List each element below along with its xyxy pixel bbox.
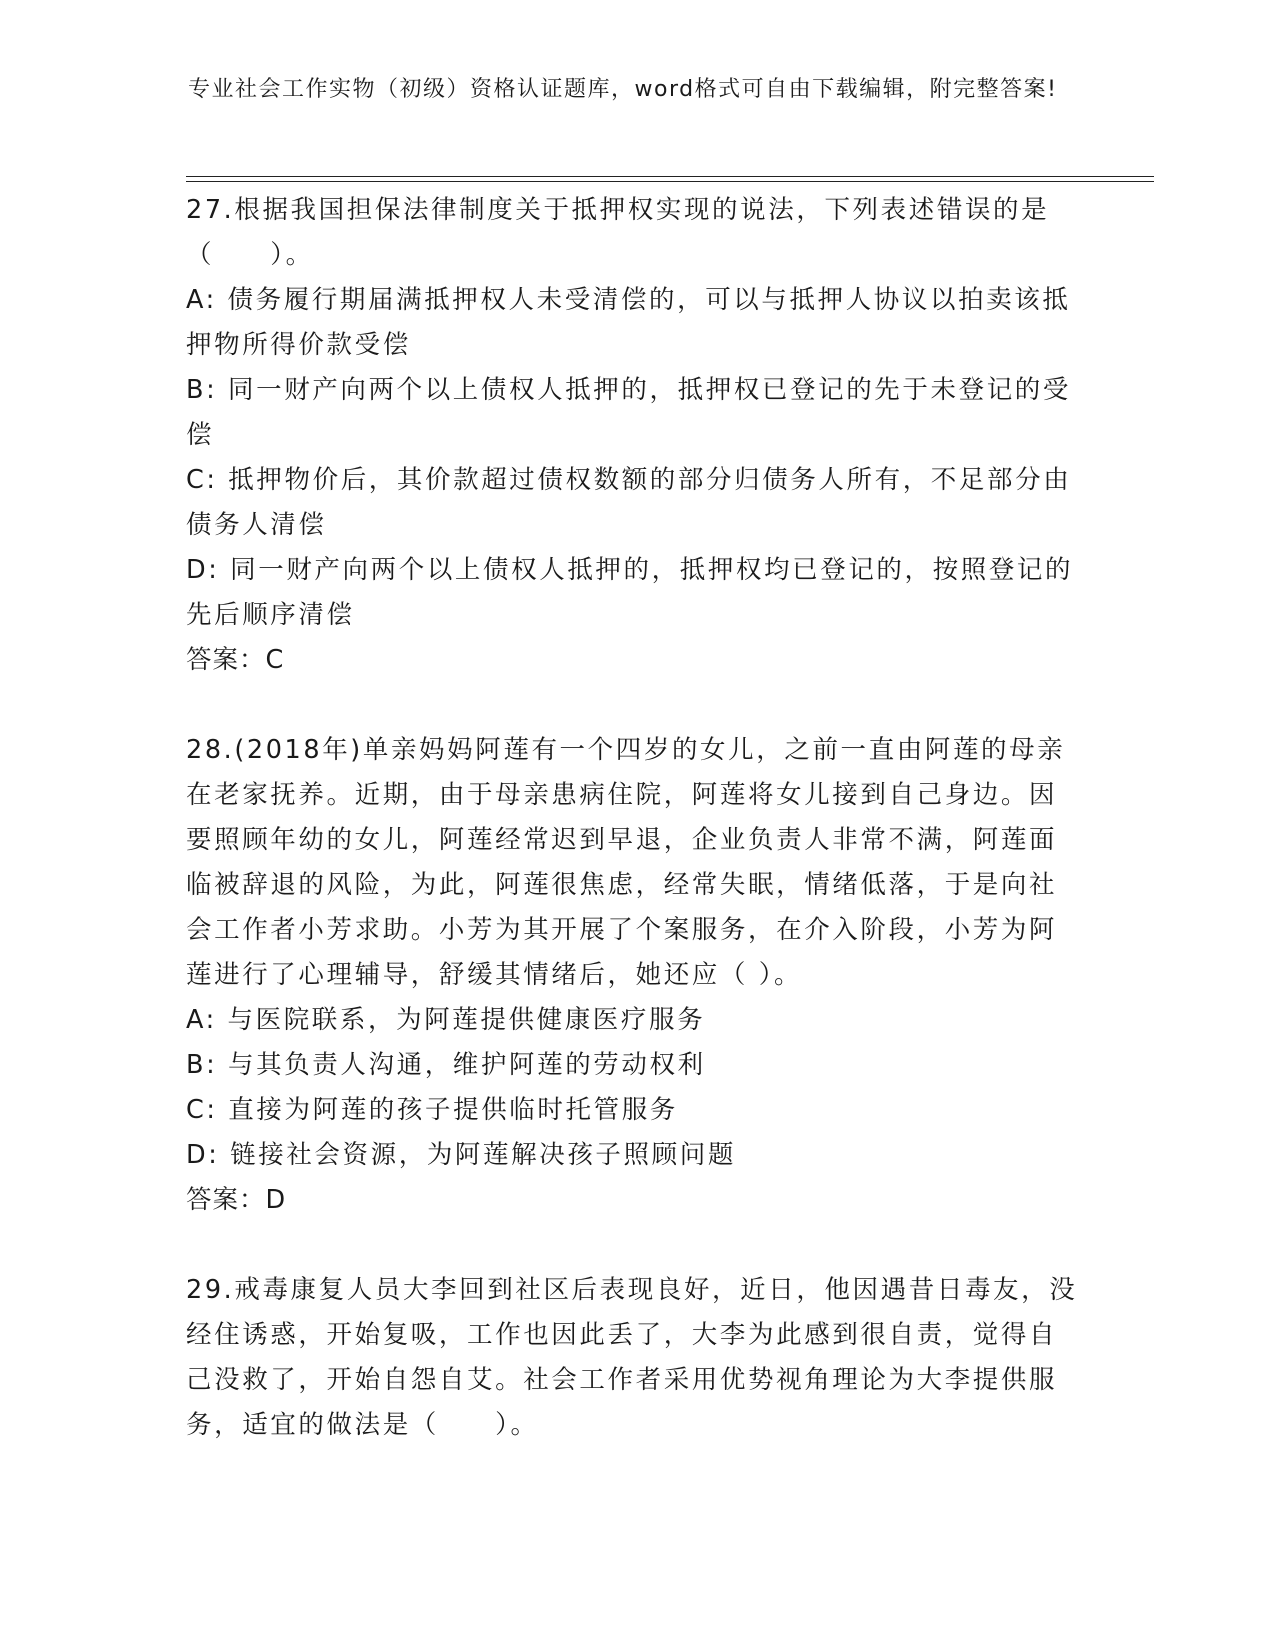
question-list (186, 188, 1081, 1448)
option-d: D: 链接社会资源，为阿莲解决孩子照顾问题 (186, 1140, 736, 1170)
header-divider-top (186, 176, 1154, 177)
option-b: B: 同一财产向两个以上债权人抵押的，抵押权已登记的先于未登记的受偿 (186, 375, 1071, 450)
question-28 (186, 728, 1081, 1223)
question-29 (186, 1268, 1081, 1448)
option-d: D: 同一财产向两个以上债权人抵押的，抵押权均已登记的，按照登记的先后顺序清偿 (186, 555, 1074, 630)
header-divider-bottom (186, 181, 1154, 182)
question-stem: 27.根据我国担保法律制度关于抵押权实现的说法，下列表述错误的是（ ）。 (186, 195, 1050, 270)
page-header: 专业社会工作实物（初级）资格认证题库，word格式可自由下载编辑，附完整答案! (188, 77, 1058, 102)
option-b: B: 与其负责人沟通，维护阿莲的劳动权利 (186, 1050, 706, 1080)
question-stem: 28.(2018年)单亲妈妈阿莲有一个四岁的女儿，之前一直由阿莲的母亲在老家抚养。近期，由于母亲患病住院，阿莲将女儿接到自己身边。因要照顾年幼的女儿，阿莲经常迟到早退，企业负责人非常不满，阿莲面临被辞退的风险，为此，阿莲很焦虑，经常失眠，情绪低落，于是向社会工作者小芳求助。小芳为其开展了个案服务，在介入阶段，小芳为阿莲进行了心理辅导，舒缓其情绪后，她还应（ ）。 (186, 735, 1066, 990)
option-a: A: 与医院联系，为阿莲提供健康医疗服务 (186, 1005, 706, 1035)
question-stem: 29.戒毒康复人员大李回到社区后表现良好，近日，他因遇昔日毒友，没经住诱惑，开始复吸，工作也因此丢了，大李为此感到很自责，觉得自己没救了，开始自怨自艾。社会工作者采用优势视角理论为大李提供服务，适宜的做法是（ ）。 (186, 1275, 1078, 1440)
answer: 答案：C (186, 645, 285, 675)
answer: 答案：D (186, 1185, 287, 1215)
option-c: C: 抵押物价后，其价款超过债权数额的部分归债务人所有，不足部分由债务人清偿 (186, 465, 1072, 540)
question-spacer (186, 683, 1081, 728)
option-c: C: 直接为阿莲的孩子提供临时托管服务 (186, 1095, 678, 1125)
question-spacer (186, 1223, 1081, 1268)
question-27 (186, 188, 1081, 683)
option-a: A: 债务履行期届满抵押权人未受清偿的，可以与抵押人协议以拍卖该抵押物所得价款受偿 (186, 285, 1071, 360)
